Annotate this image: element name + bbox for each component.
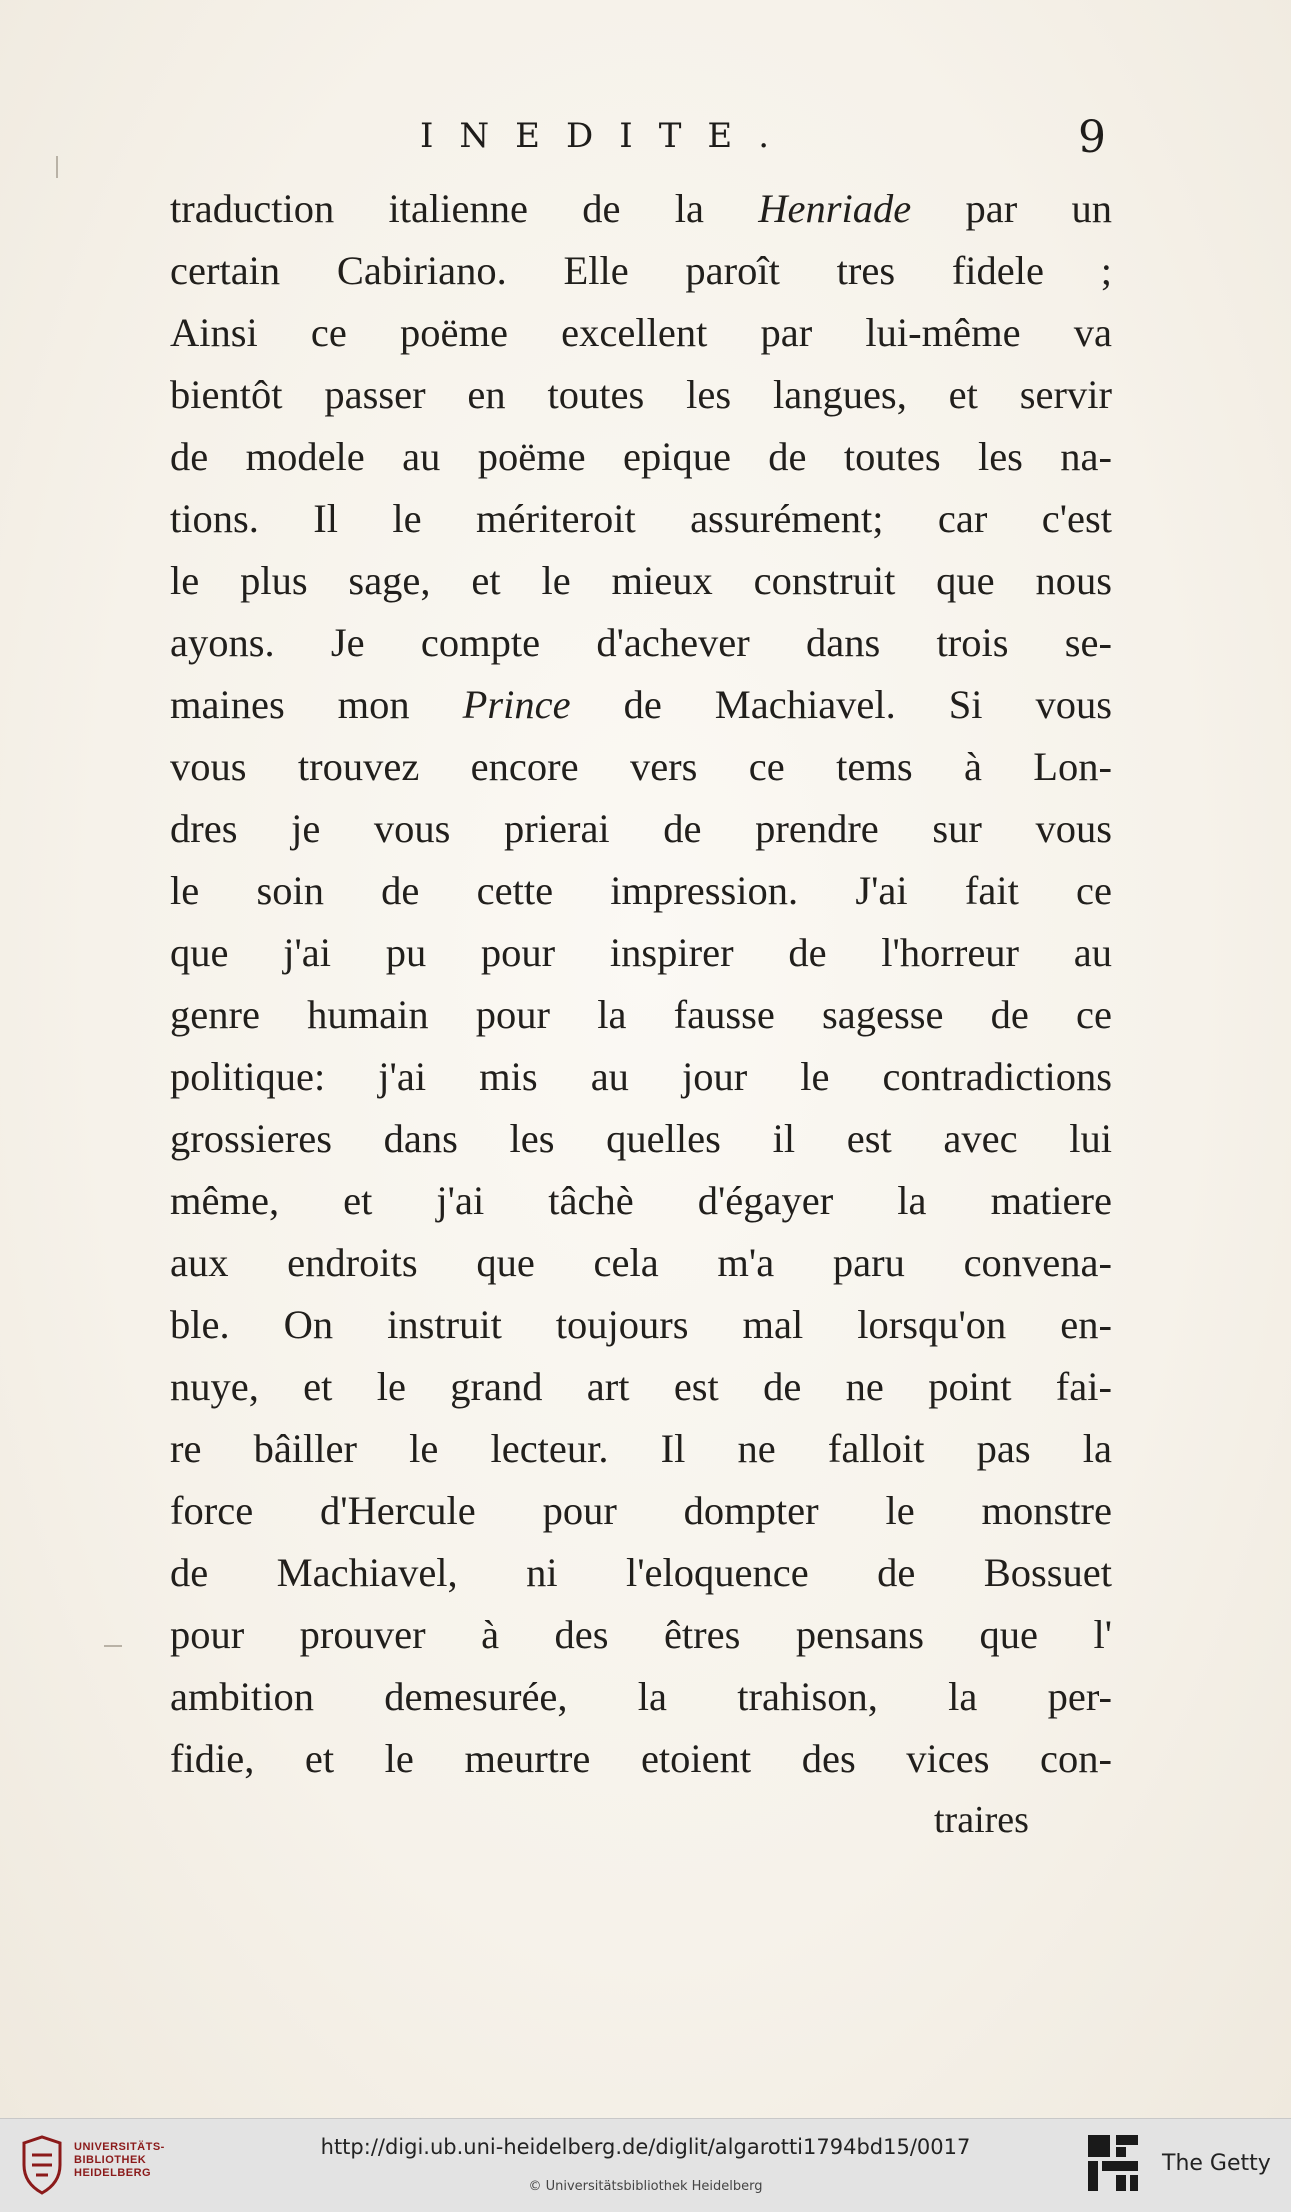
- institution-line: UNIVERSITÄTS-: [74, 2141, 165, 2153]
- text-run: politique: j'ai mis au jour le contradictions: [170, 1054, 1112, 1099]
- text-line: [170, 922, 1112, 984]
- text-line: [170, 488, 1112, 550]
- text-run: bientôt passer en toutes les langues, et servir: [170, 372, 1112, 417]
- text-run: par un: [911, 186, 1112, 231]
- institution-line: HEIDELBERG: [74, 2167, 152, 2179]
- text-run: vous trouvez encore vers ce tems à Lon-: [170, 744, 1112, 789]
- text-run: Ainsi ce poëme excellent par lui-même va: [170, 310, 1112, 355]
- text-line: [170, 1666, 1112, 1728]
- text-line: [170, 1046, 1112, 1108]
- text-line: [170, 178, 1112, 240]
- text-line: [170, 1356, 1112, 1418]
- text-line: [170, 426, 1112, 488]
- text-line: [170, 612, 1112, 674]
- text-line: [170, 1232, 1112, 1294]
- margin-mark: [104, 1645, 122, 1647]
- copyright-notice: © Universitätsbibliothek Heidelberg: [528, 2179, 763, 2194]
- text-line: [170, 1418, 1112, 1480]
- text-line: [170, 364, 1112, 426]
- institution-line: BIBLIOTHEK: [74, 2154, 147, 2166]
- text-line: [170, 550, 1112, 612]
- text-run: nuye, et le grand art est de ne point fai-: [170, 1364, 1112, 1409]
- text-run: grossieres dans les quelles il est avec lui: [170, 1116, 1112, 1161]
- text-line: [170, 1542, 1112, 1604]
- text-run: maines mon: [170, 682, 463, 727]
- catchword: traires: [934, 1799, 1029, 1841]
- text-run: le soin de cette impression. J'ai fait ce: [170, 868, 1112, 913]
- margin-mark: [56, 156, 58, 178]
- body-text: [170, 178, 1112, 1790]
- text-line: [170, 1108, 1112, 1170]
- text-line: [170, 984, 1112, 1046]
- text-run: pour prouver à des êtres pensans que l': [170, 1612, 1112, 1657]
- text-run: certain Cabiriano. Elle paroît tres fidele ;: [170, 248, 1112, 293]
- running-title: INEDITE.: [420, 116, 795, 156]
- text-run: de modele au poëme epique de toutes les na-: [170, 434, 1112, 479]
- text-line: [170, 1294, 1112, 1356]
- text-run: ayons. Je compte d'achever dans trois se-: [170, 620, 1112, 665]
- text-line: [170, 240, 1112, 302]
- partner-name: The Getty: [1162, 2151, 1271, 2176]
- text-line: [170, 1480, 1112, 1542]
- text-run: de Machiavel. Si vous: [570, 682, 1112, 727]
- text-run: fidie, et le meurtre etoient des vices con-: [170, 1736, 1112, 1781]
- text-run: traduction italienne de la: [170, 186, 759, 231]
- text-line: [170, 302, 1112, 364]
- text-line: [170, 860, 1112, 922]
- text-run: de Machiavel, ni l'eloquence de Bossuet: [170, 1550, 1112, 1595]
- text-run: re bâiller le lecteur. Il ne falloit pas la: [170, 1426, 1112, 1471]
- text-run: même, et j'ai tâchè d'égayer la matiere: [170, 1178, 1112, 1223]
- text-line: [170, 674, 1112, 736]
- text-run: force d'Hercule pour dompter le monstre: [170, 1488, 1112, 1533]
- text-line: [170, 1728, 1112, 1790]
- text-run: que j'ai pu pour inspirer de l'horreur au: [170, 930, 1112, 975]
- getty-logo-icon: [1086, 2133, 1142, 2197]
- permalink[interactable]: http://digi.ub.uni-heidelberg.de/diglit/algarotti1794bd15/0017: [320, 2135, 971, 2159]
- text-run: dres je vous prierai de prendre sur vous: [170, 806, 1112, 851]
- text-run: ble. On instruit toujours mal lorsqu'on en-: [170, 1302, 1112, 1347]
- text-line: [170, 798, 1112, 860]
- text-run: aux endroits que cela m'a paru convena-: [170, 1240, 1112, 1285]
- text-run: le plus sage, et le mieux construit que nous: [170, 558, 1112, 603]
- page-number: 9: [1078, 112, 1106, 163]
- running-head: [170, 112, 1112, 172]
- footer-bar: [0, 2118, 1291, 2212]
- text-line: [170, 1170, 1112, 1232]
- italic-title: Prince: [462, 682, 571, 727]
- text-run: genre humain pour la fausse sagesse de ce: [170, 992, 1112, 1037]
- italic-title: Henriade: [758, 186, 912, 231]
- text-run: tions. Il le mériteroit assurément; car c'est: [170, 496, 1112, 541]
- text-line: [170, 736, 1112, 798]
- text-line: [170, 1604, 1112, 1666]
- text-run: ambition demesurée, la trahison, la per-: [170, 1674, 1112, 1719]
